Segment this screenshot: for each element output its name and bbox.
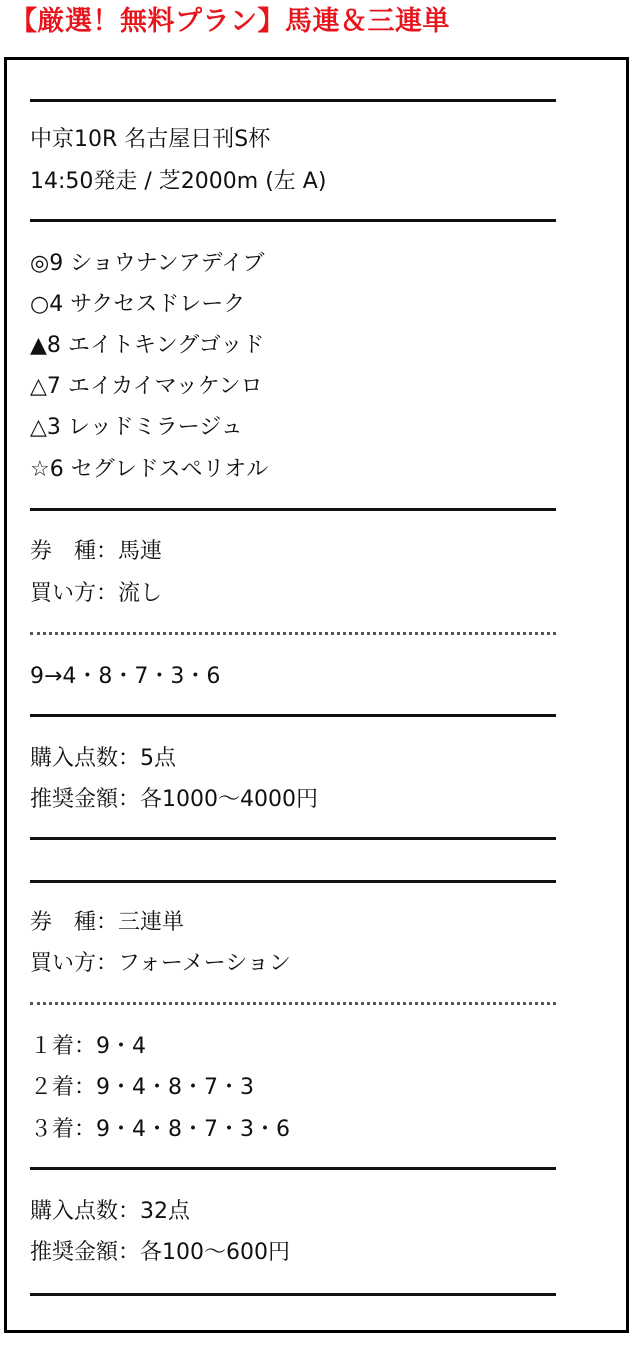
umaren-method: 買い方：流し bbox=[30, 581, 163, 606]
sanrentan-method: 買い方：フォーメーション bbox=[30, 951, 291, 976]
sanrentan-first: １着：9・4 bbox=[30, 1034, 146, 1059]
sanrentan-third: ３着：9・4・8・7・3・6 bbox=[30, 1117, 290, 1142]
umaren-points: 購入点数：5点 bbox=[30, 746, 176, 771]
sanrentan-second: ２着：9・4・8・7・3 bbox=[30, 1075, 254, 1100]
pick-taikou: ○4 サクセスドレーク bbox=[30, 292, 246, 317]
sanrentan-ticket-type: 券 種：三連単 bbox=[30, 910, 185, 935]
pick-renka-1: △7 エイカイマッケンロ bbox=[30, 374, 263, 399]
pick-renka-2: △3 レッドミラージュ bbox=[30, 415, 243, 440]
pick-honmei: ◎9 ショウナンアデイブ bbox=[30, 251, 265, 276]
pick-hoshi: ☆6 セグレドスペリオル bbox=[30, 457, 269, 482]
umaren-ticket-type: 券 種：馬連 bbox=[30, 539, 163, 564]
umaren-combination: 9→4・8・7・3・6 bbox=[30, 664, 221, 689]
sanrentan-points: 購入点数：32点 bbox=[30, 1199, 190, 1224]
pick-tanana: ▲8 エイトキングゴッド bbox=[30, 333, 265, 358]
race-details: 14:50発走 / 芝2000m (左 A) bbox=[30, 169, 327, 194]
race-name: 中京10R 名古屋日刊S杯 bbox=[30, 127, 271, 152]
page-title: 【厳選！無料プラン】馬連＆三連単 bbox=[10, 6, 450, 37]
umaren-amount: 推奨金額：各1000〜4000円 bbox=[30, 787, 318, 812]
sanrentan-amount: 推奨金額：各100〜600円 bbox=[30, 1240, 290, 1265]
prediction-box bbox=[4, 57, 629, 1333]
